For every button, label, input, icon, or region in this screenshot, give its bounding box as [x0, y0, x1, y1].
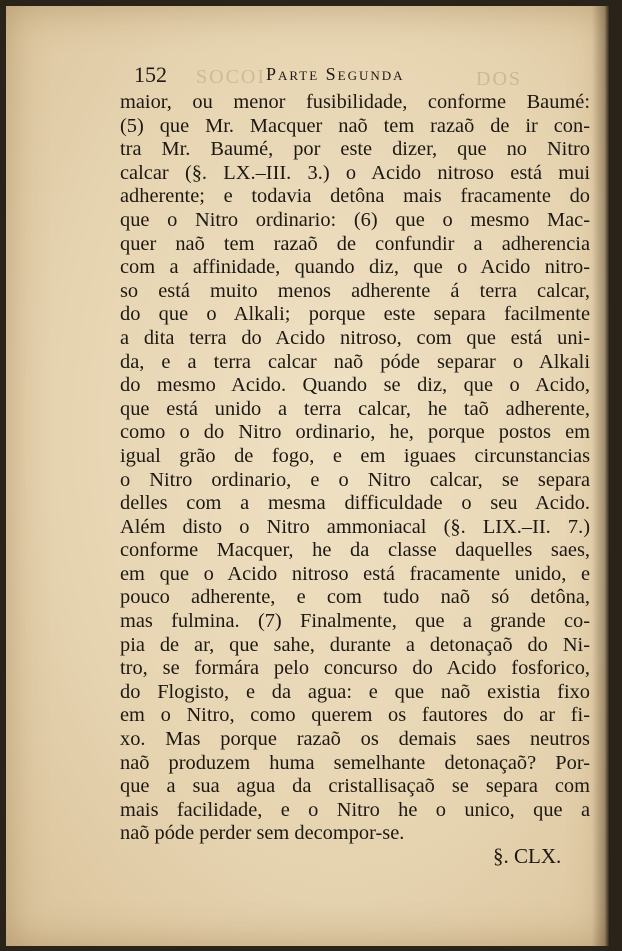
text-line: igual grão de fogo, e em iguaes circunstancias — [120, 444, 590, 467]
text-line: da, e a terra calcar naõ póde separar o Alkali — [120, 350, 590, 373]
running-head: Parte Segunda — [266, 64, 405, 84]
show-through-text: SOCOI — [196, 66, 267, 88]
text-line: tra Mr. Baumé, por este dizer, que no Nitro — [120, 138, 590, 161]
text-line: do mesmo Acido. Quando se diz, que o Acido, — [120, 374, 590, 397]
text-line: (5) que Mr. Macquer naõ tem razaõ de ir con- — [120, 114, 590, 137]
text-line: so está muito menos adherente á terra calcar, — [120, 279, 590, 302]
text-line: mas fulmina. (7) Finalmente, que a grande co- — [120, 610, 590, 633]
text-line: calcar (§. LX.–III. 3.) o Acido nitroso está mui — [120, 161, 590, 184]
text-line: que o Nitro ordinario: (6) que o mesmo Mac- — [120, 208, 590, 231]
text-line: em que o Acido nitroso está fracamente unido, e — [120, 562, 590, 585]
text-line: do Flogisto, e da agua: e que naõ existia fixo — [120, 680, 590, 703]
text-line: xo. Mas porque razaõ os demais saes neutros — [120, 728, 590, 751]
text-line: com a affinidade, quando diz, que o Acido nitro- — [120, 256, 590, 279]
text-line: maior, ou menor fusibilidade, conforme Baumé: — [120, 91, 590, 113]
text-line: delles com a mesma difficuldade o seu Acido. — [120, 492, 590, 515]
body-text — [120, 91, 590, 846]
text-line: como o do Nitro ordinario, he, porque postos em — [120, 421, 590, 444]
text-line: tro, se formára pelo concurso do Acido fosforico, — [120, 657, 590, 680]
catchword: §. CLX. — [493, 844, 562, 868]
page-spine-shadow — [592, 6, 610, 946]
text-line: pouco adherente, e com tudo naõ só detôna, — [120, 586, 590, 609]
text-line: o Nitro ordinario, e o Nitro calcar, se separa — [120, 468, 590, 491]
text-line: quer naõ tem razaõ de confundir a adherencia — [120, 232, 590, 255]
text-line: naõ póde perder sem decompor-se. — [120, 822, 405, 845]
text-line: que a sua agua da cristallisaçaõ se separa com — [120, 775, 590, 798]
text-line: naõ produzem huma semelhante detonaçaõ? Por- — [120, 751, 590, 774]
text-line: pia de ar, que sahe, durante a detonaçaõ do Ni- — [120, 633, 590, 656]
page-header — [134, 62, 594, 88]
show-through-text-2: DOS — [476, 68, 523, 90]
text-line: que está unido a terra calcar, he taõ adherente, — [120, 397, 590, 420]
text-line: conforme Macquer, he da classe daquelles saes, — [120, 539, 590, 562]
page-number: 152 — [134, 62, 167, 87]
text-line: a dita terra do Acido nitroso, com que está uni- — [120, 326, 590, 349]
text-line: adherente; e todavia detôna mais fracamente do — [120, 185, 590, 208]
text-line: Além disto o Nitro ammoniacal (§. LIX.–II. 7.) — [120, 515, 590, 538]
text-line: mais facilidade, e o Nitro he o unico, que a — [120, 798, 590, 821]
book-page — [6, 6, 610, 946]
text-line: em o Nitro, como querem os fautores do ar fi- — [120, 704, 590, 727]
text-line: do que o Alkali; porque este separa facilmente — [120, 303, 590, 326]
